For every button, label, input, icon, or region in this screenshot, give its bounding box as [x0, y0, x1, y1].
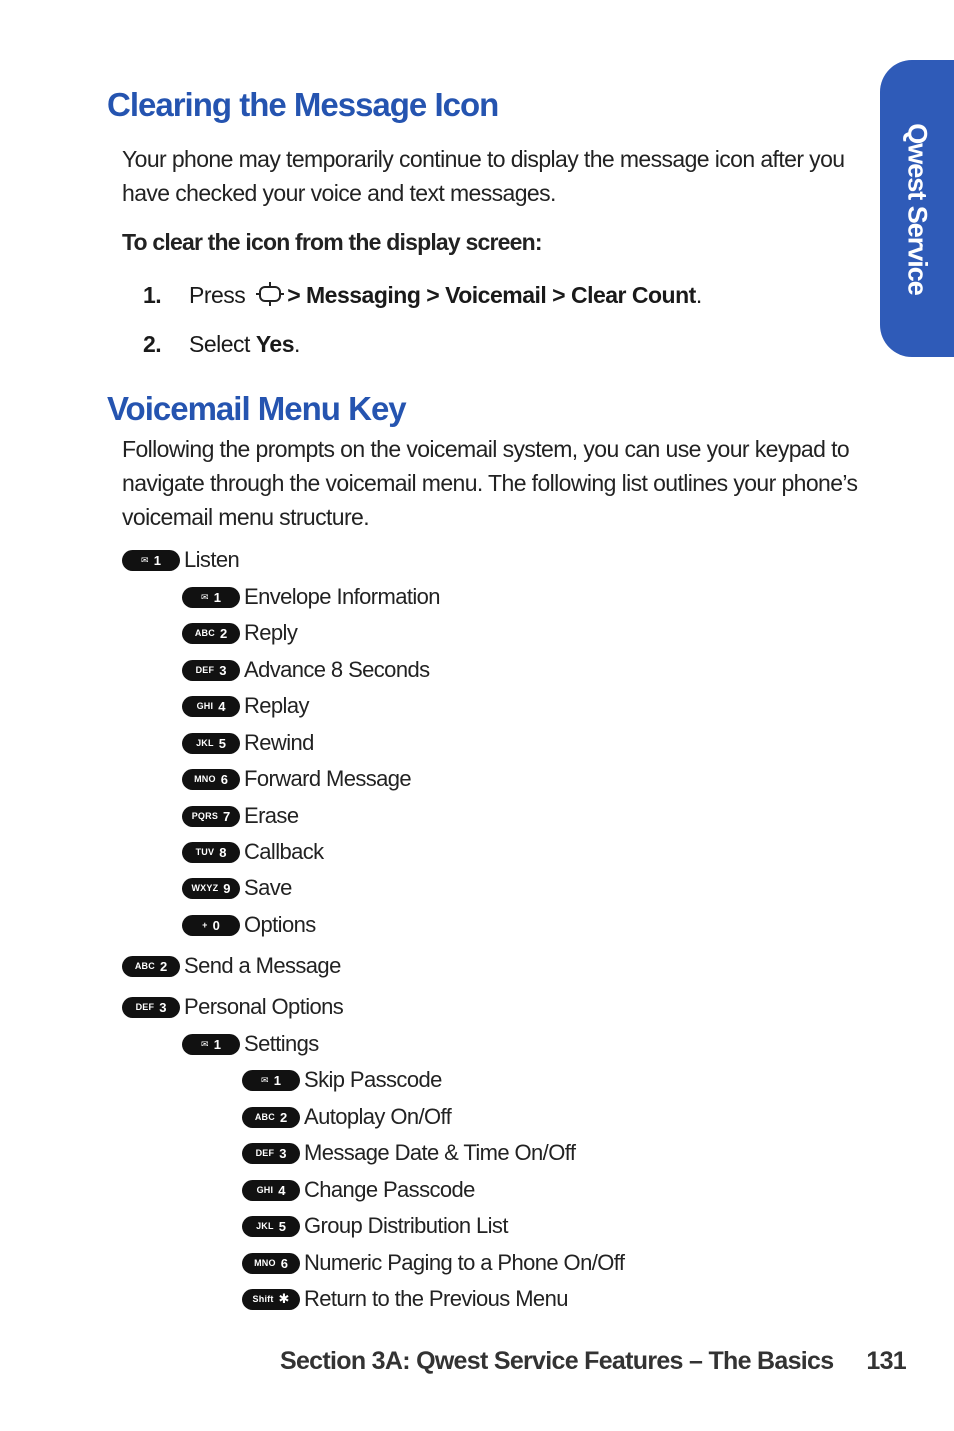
menu-item-label: Erase: [244, 803, 299, 828]
key-digit: 3: [159, 999, 167, 1015]
key-digit: 2: [159, 958, 168, 974]
menu-item: [182, 729, 314, 757]
step-text: Press: [189, 282, 252, 308]
menu-item-label: Settings: [244, 1031, 319, 1056]
menu-item-label: Autoplay On/Off: [304, 1104, 452, 1129]
keypad-key-icon: [182, 660, 240, 681]
step-option: Yes: [255, 331, 294, 357]
keypad-key-icon: [122, 550, 180, 571]
section-title-voicemail-menu: Voicemail Menu Key: [107, 390, 406, 427]
key-digit: 9: [223, 880, 231, 896]
key-letters: Shift: [252, 1294, 274, 1304]
keypad-key-icon: [182, 878, 240, 899]
menu-item: [122, 993, 343, 1021]
keypad-key-icon: [242, 1070, 300, 1091]
key-digit: ✱: [278, 1291, 290, 1306]
key-letters: ✉: [141, 554, 149, 565]
menu-item-label: Numeric Paging to a Phone On/Off: [304, 1250, 625, 1275]
menu-item: [182, 692, 309, 720]
key-letters: GHI: [196, 701, 214, 711]
key-digit: 8: [219, 844, 227, 860]
menu-item: [182, 874, 292, 902]
menu-item-label: Listen: [184, 547, 240, 572]
menu-item-label: Personal Options: [184, 994, 344, 1019]
keypad-key-icon: [182, 696, 240, 717]
key-digit: 5: [218, 735, 226, 751]
menu-item-label: Skip Passcode: [304, 1067, 442, 1092]
key-letters: ✉: [201, 591, 209, 602]
menu-item: [122, 952, 341, 980]
section-title-clearing: Clearing the Message Icon: [107, 86, 499, 123]
menu-item: [242, 1285, 568, 1313]
keypad-key-icon: [242, 1180, 300, 1201]
menu-item: [242, 1139, 575, 1167]
keypad-key-icon: [242, 1143, 300, 1164]
key-letters: +: [202, 920, 208, 930]
side-tab-label: Qwest Service: [902, 122, 933, 295]
key-letters: JKL: [256, 1221, 274, 1231]
key-digit: 5: [278, 1218, 286, 1234]
menu-item-label: Save: [244, 875, 292, 900]
menu-item: [182, 583, 440, 611]
menu-item: [182, 838, 324, 866]
keypad-key-icon: [182, 842, 240, 863]
menu-item: [182, 911, 316, 939]
keypad-key-icon: [182, 915, 240, 936]
menu-path: > Messaging > Voicemail > Clear Count: [287, 282, 696, 308]
footer-section-title: Section 3A: Qwest Service Features – The Basics: [280, 1347, 834, 1375]
menu-item: [182, 802, 298, 830]
instructions-subhead: To clear the icon from the display screen:: [122, 229, 542, 255]
menu-item: [242, 1103, 451, 1131]
side-tab: [880, 60, 954, 357]
menu-item-label: Rewind: [244, 730, 314, 755]
menu-item-label: Envelope Information: [244, 584, 440, 609]
menu-item-label: Replay: [244, 693, 309, 718]
menu-ok-key-icon: [255, 281, 285, 313]
menu-item: [242, 1066, 442, 1094]
keypad-key-icon: [182, 1034, 240, 1055]
keypad-key-icon: [182, 806, 240, 827]
key-letters: MNO: [194, 774, 216, 784]
key-letters: PQRS: [191, 811, 219, 821]
menu-item-label: Advance 8 Seconds: [244, 657, 430, 682]
key-letters: WXYZ: [191, 883, 219, 893]
menu-item-label: Forward Message: [244, 766, 412, 791]
key-digit: 3: [219, 662, 227, 678]
menu-item: [242, 1176, 475, 1204]
menu-item-label: Options: [244, 912, 316, 937]
menu-item: [242, 1249, 624, 1277]
key-digit: 2: [279, 1109, 288, 1125]
key-letters: JKL: [196, 738, 214, 748]
menu-item-label: Group Distribution List: [304, 1213, 508, 1238]
step-number: 2.: [143, 331, 162, 357]
key-digit: 4: [278, 1182, 286, 1198]
key-letters: TUV: [195, 847, 215, 857]
menu-item-label: Return to the Previous Menu: [304, 1286, 568, 1311]
keypad-key-icon: [182, 623, 240, 644]
key-letters: DEF: [195, 665, 215, 675]
keypad-key-icon: [242, 1289, 300, 1310]
key-letters: ABC: [134, 961, 155, 971]
key-digit: 7: [223, 808, 231, 824]
menu-item: [182, 619, 297, 647]
key-digit: 6: [280, 1255, 288, 1271]
key-letters: ✉: [201, 1038, 209, 1049]
menu-item-label: Change Passcode: [304, 1177, 475, 1202]
key-letters: ✉: [261, 1074, 269, 1085]
section-intro-clearing: Your phone may temporarily continue to display the message icon after you have checked your voice and text messages.: [122, 146, 845, 206]
key-letters: GHI: [256, 1185, 274, 1195]
key-letters: DEF: [135, 1002, 155, 1012]
section-intro-voicemail-menu: Following the prompts on the voicemail system, you can use your keypad to navigate through the voicemail menu. The following list outlines your phone’s voicemail menu structure.: [122, 436, 858, 530]
step-text: Select: [189, 331, 256, 357]
key-digit: 1: [213, 589, 221, 605]
key-digit: 1: [153, 552, 161, 568]
keypad-key-icon: [122, 997, 180, 1018]
key-letters: DEF: [255, 1148, 275, 1158]
keypad-key-icon: [242, 1107, 300, 1128]
step-1: 1. Press > Messaging > Voicemail > Clear Count.: [143, 281, 702, 313]
menu-item-label: Reply: [244, 620, 298, 645]
key-digit: 1: [273, 1072, 281, 1088]
step-2: 2. Select Yes.: [143, 331, 300, 357]
key-digit: 4: [218, 698, 226, 714]
page-footer: [280, 1347, 906, 1376]
menu-item-label: Message Date & Time On/Off: [304, 1140, 576, 1165]
keypad-key-icon: [182, 587, 240, 608]
key-digit: 3: [279, 1145, 287, 1161]
key-letters: MNO: [254, 1258, 276, 1268]
key-digit: 1: [213, 1036, 221, 1052]
step-number: 1.: [143, 282, 162, 308]
menu-item-label: Callback: [244, 839, 324, 864]
keypad-key-icon: [242, 1253, 300, 1274]
key-digit: 0: [212, 917, 220, 933]
menu-item: [242, 1212, 508, 1240]
menu-item: [182, 656, 430, 684]
keypad-key-icon: [182, 733, 240, 754]
keypad-key-icon: [122, 956, 180, 977]
key-letters: ABC: [254, 1112, 275, 1122]
keypad-key-icon: [242, 1216, 300, 1237]
menu-item-label: Send a Message: [184, 953, 341, 978]
keypad-key-icon: [182, 769, 240, 790]
page-number: 131: [866, 1347, 906, 1375]
menu-item: [182, 765, 411, 793]
key-digit: 6: [220, 771, 228, 787]
key-letters: ABC: [194, 628, 215, 638]
menu-item: [182, 1030, 319, 1058]
menu-item: [122, 546, 239, 574]
key-digit: 2: [219, 625, 228, 641]
